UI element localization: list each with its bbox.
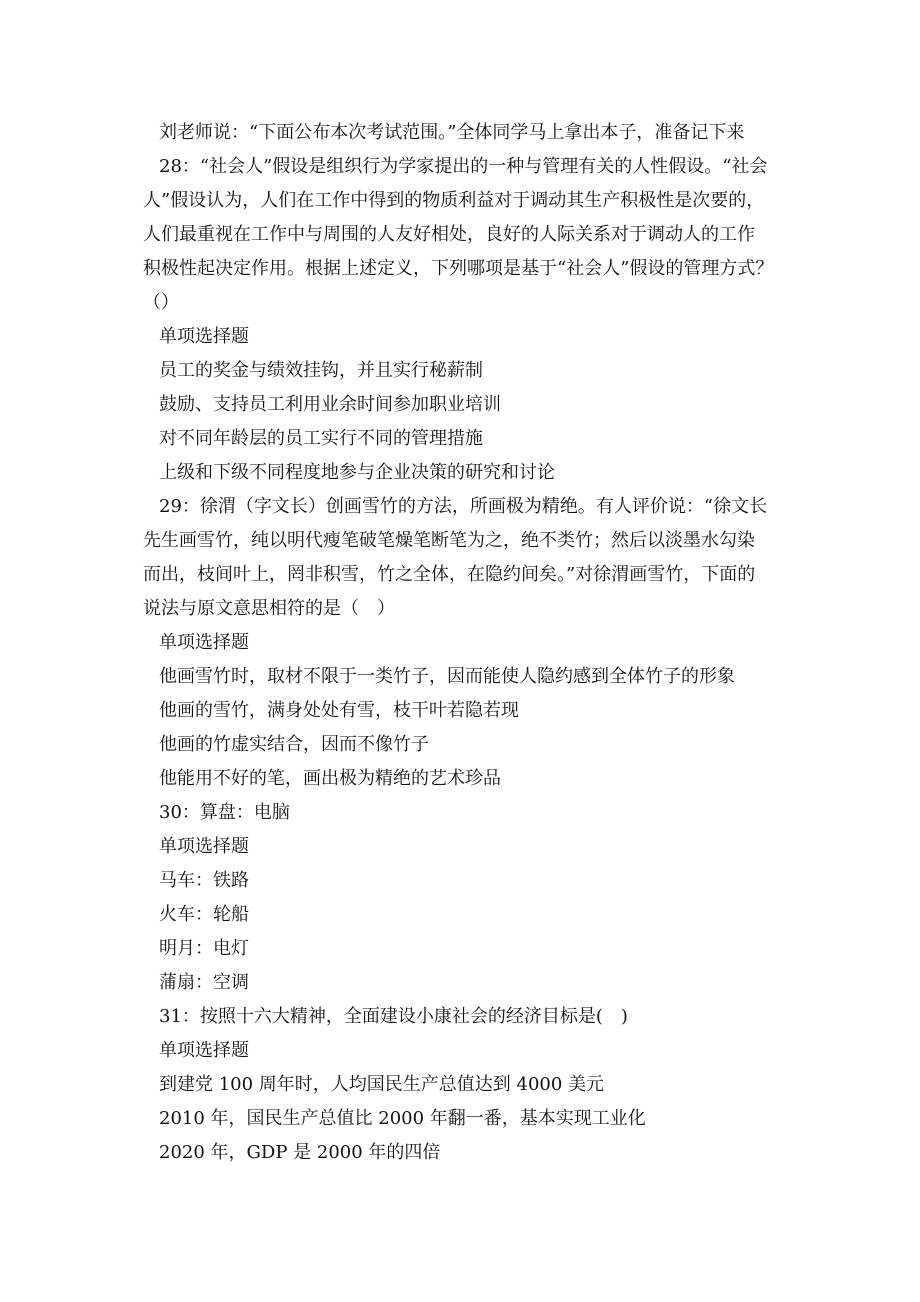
option: 火车：轮船 [159, 904, 249, 925]
question-28 [143, 150, 793, 490]
option: 上级和下级不同程度地参与企业决策的研究和讨论 [159, 462, 555, 483]
option: 明月：电灯 [159, 938, 249, 959]
option: 他能用不好的笔，画出极为精绝的艺术珍品 [159, 768, 501, 789]
document-body [143, 116, 793, 1170]
question-31 [143, 1000, 793, 1170]
question-stem-line: 28：“社会人”假设是组织行为学家提出的一种与管理有关的人性假设。“社会 [159, 156, 768, 177]
option: 对不同年龄层的员工实行不同的管理措施 [159, 428, 483, 449]
question-29 [143, 490, 793, 796]
question-stem-line: 29：徐渭（字文长）创画雪竹的方法，所画极为精绝。有人评价说：“徐文长 [159, 496, 768, 517]
option: 蒲扇：空调 [159, 972, 249, 993]
question-type: 单项选择题 [159, 1040, 249, 1061]
option: 他画的竹虚实结合，因而不像竹子 [159, 734, 429, 755]
question-type: 单项选择题 [159, 326, 249, 347]
option: 他画的雪竹，满身处处有雪，枝干叶若隐若现 [159, 700, 519, 721]
option: 到建党 100 周年时，人均国民生产总值达到 4000 美元 [159, 1074, 605, 1095]
question-type: 单项选择题 [159, 632, 249, 653]
intro-text: 刘老师说：“下面公布本次考试范围。”全体同学马上拿出本子，准备记下来 [159, 122, 745, 143]
question-stem-line: 先生画雪竹，纯以明代瘦笔破笔燥笔断笔为之，绝不类竹；然后以淡墨水勾染 [143, 530, 755, 551]
question-stem-line: 31：按照十六大精神，全面建设小康社会的经济目标是( ) [159, 1006, 628, 1027]
question-stem-line: 人们最重视在工作中与周围的人友好相处，良好的人际关系对于调动人的工作 [143, 224, 755, 245]
option: 2010 年，国民生产总值比 2000 年翻一番，基本实现工业化 [159, 1108, 646, 1129]
option: 2020 年，GDP 是 2000 年的四倍 [159, 1142, 441, 1163]
option: 员工的奖金与绩效挂钩，并且实行秘薪制 [159, 360, 483, 381]
question-30 [143, 796, 793, 1000]
question-stem-line: 30：算盘：电脑 [159, 802, 290, 823]
question-stem-line: 积极性起决定作用。根据上述定义，下列哪项是基于“社会人”假设的管理方式？ [143, 258, 774, 279]
question-stem-line: 说法与原文意思相符的是（ ） [143, 598, 395, 619]
option: 鼓励、支持员工利用业余时间参加职业培训 [159, 394, 501, 415]
question-stem-line: （） [143, 292, 179, 313]
question-stem-line: 人”假设认为，人们在工作中得到的物质利益对于调动其生产积极性是次要的， [143, 190, 765, 211]
option: 马车：铁路 [159, 870, 249, 891]
option: 他画雪竹时，取材不限于一类竹子，因而能使人隐约感到全体竹子的形象 [159, 666, 735, 687]
question-stem-line: 而出，枝间叶上，罔非积雪，竹之全体，在隐约间矣。”对徐渭画雪竹，下面的 [143, 564, 756, 585]
question-type: 单项选择题 [159, 836, 249, 857]
